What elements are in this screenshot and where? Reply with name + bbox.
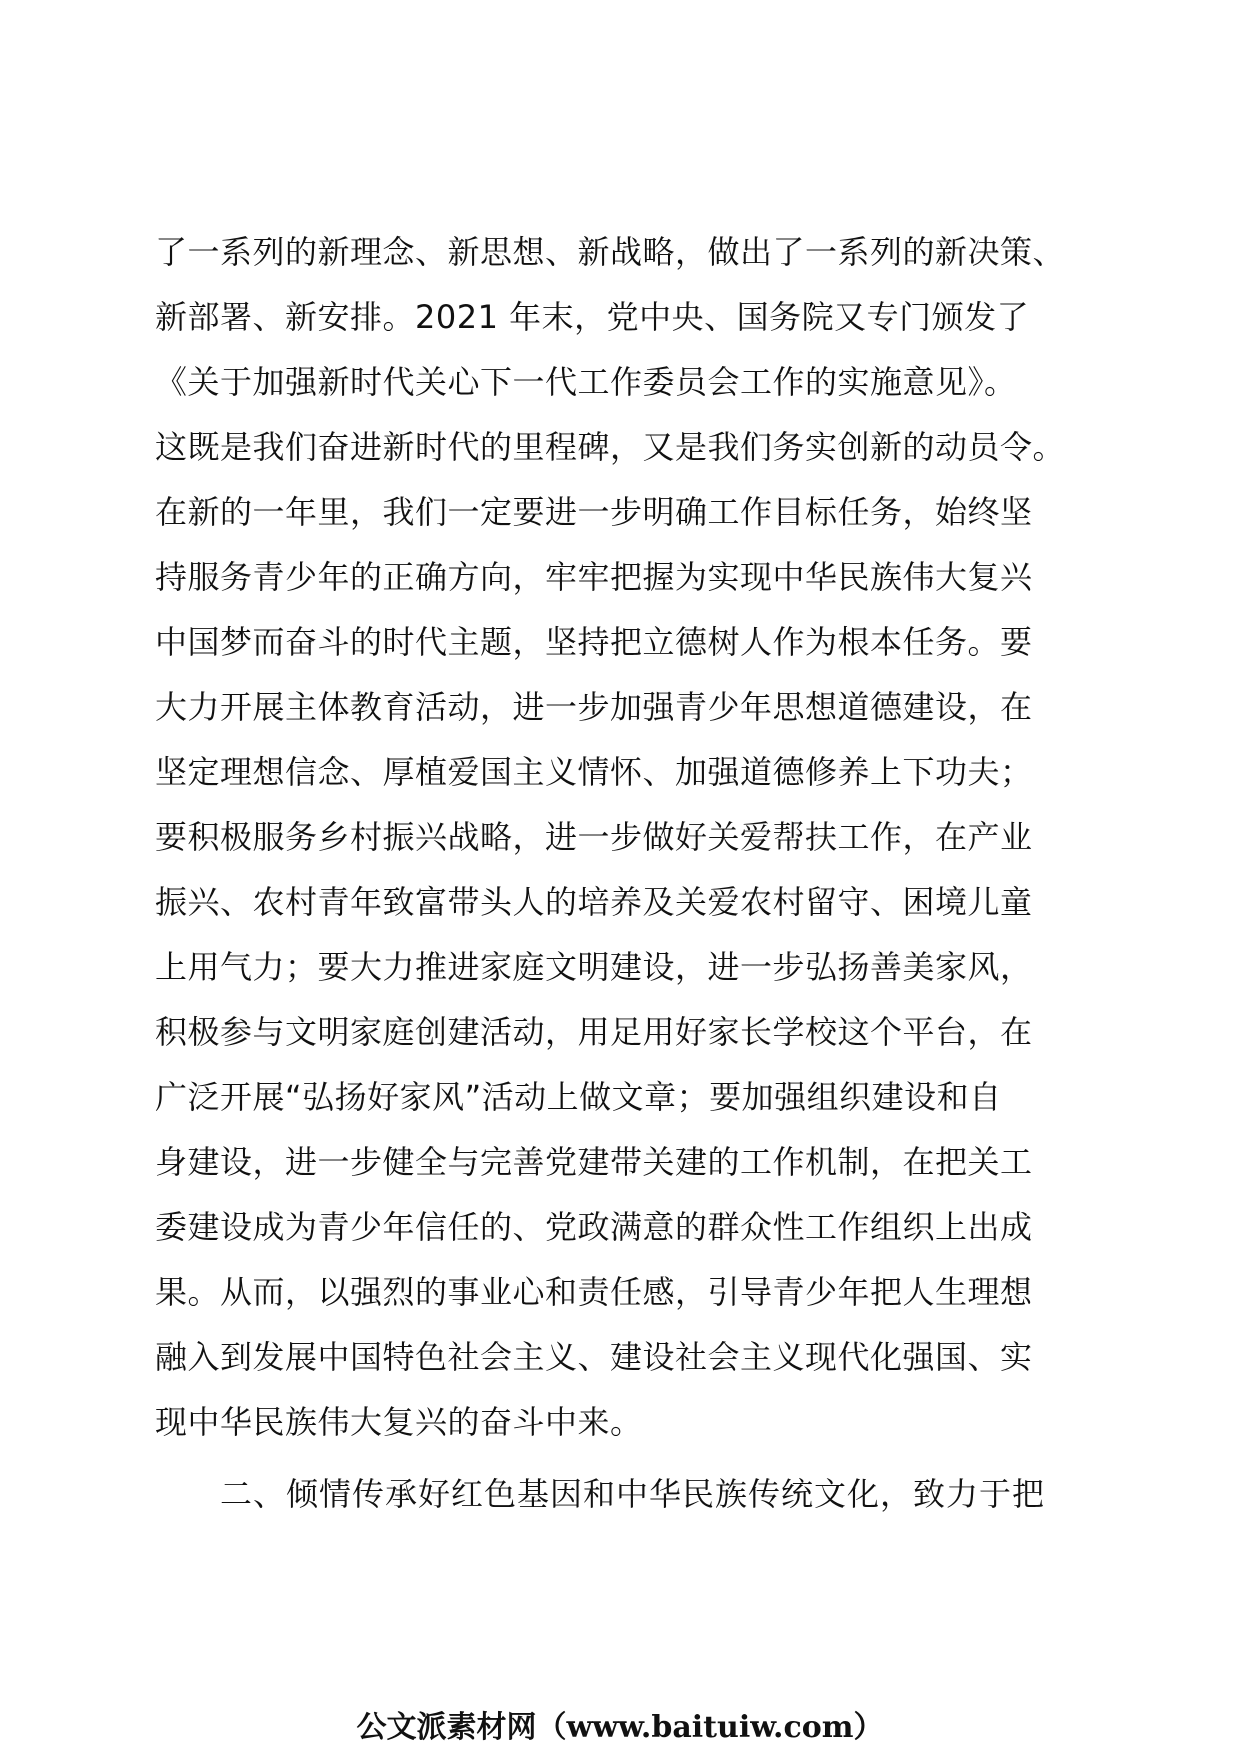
text-line: 大力开展主体教育活动，进一步加强青少年思想道德建设，在 <box>155 688 1033 726</box>
text-line: 中国梦而奋斗的时代主题，坚持把立德树人作为根本任务。要 <box>155 623 1033 661</box>
text-line: 上用气力；要大力推进家庭文明建设，进一步弘扬善美家风， <box>155 948 1033 986</box>
text-line: 在新的一年里，我们一定要进一步明确工作目标任务，始终坚 <box>155 493 1033 531</box>
text-line: 现中华民族伟大复兴的奋斗中来。 <box>155 1403 643 1441</box>
text-line: 振兴、农村青年致富带头人的培养及关爱农村留守、困境儿童 <box>155 883 1033 921</box>
footer-watermark-text: 公文派素材网（www.baituiw.com） <box>356 1710 884 1745</box>
text-line: 新部署、新安排。2021 年末，党中央、国务院又专门颁发了 <box>155 298 1030 336</box>
text-line: 《关于加强新时代关心下一代工作委员会工作的实施意见》。 <box>155 363 1017 401</box>
text-line: 坚定理想信念、厚植爱国主义情怀、加强道德修养上下功夫； <box>155 753 1033 791</box>
section-heading: 二、倾情传承好红色基因和中华民族传统文化，致力于把 <box>220 1475 1046 1513</box>
body-paragraph <box>155 220 1095 1455</box>
text-line: 委建设成为青少年信任的、党政满意的群众性工作组织上出成 <box>155 1208 1033 1246</box>
text-line: 果。从而，以强烈的事业心和责任感，引导青少年把人生理想 <box>155 1273 1033 1311</box>
text-line: 这既是我们奋进新时代的里程碑，又是我们务实创新的动员令。 <box>155 428 1066 466</box>
text-line: 持服务青少年的正确方向，牢牢把握为实现中华民族伟大复兴 <box>155 558 1033 596</box>
text-line: 广泛开展“弘扬好家风”活动上做文章；要加强组织建设和自 <box>155 1078 1002 1116</box>
text-line: 要积极服务乡村振兴战略，进一步做好关爱帮扶工作，在产业 <box>155 818 1033 856</box>
text-line: 身建设，进一步健全与完善党建带关建的工作机制，在把关工 <box>155 1143 1033 1181</box>
text-line: 了一系列的新理念、新思想、新战略，做出了一系列的新决策、 <box>155 233 1066 271</box>
text-line: 融入到发展中国特色社会主义、建设社会主义现代化强国、实 <box>155 1338 1033 1376</box>
text-line: 积极参与文明家庭创建活动，用足用好家长学校这个平台，在 <box>155 1013 1033 1051</box>
